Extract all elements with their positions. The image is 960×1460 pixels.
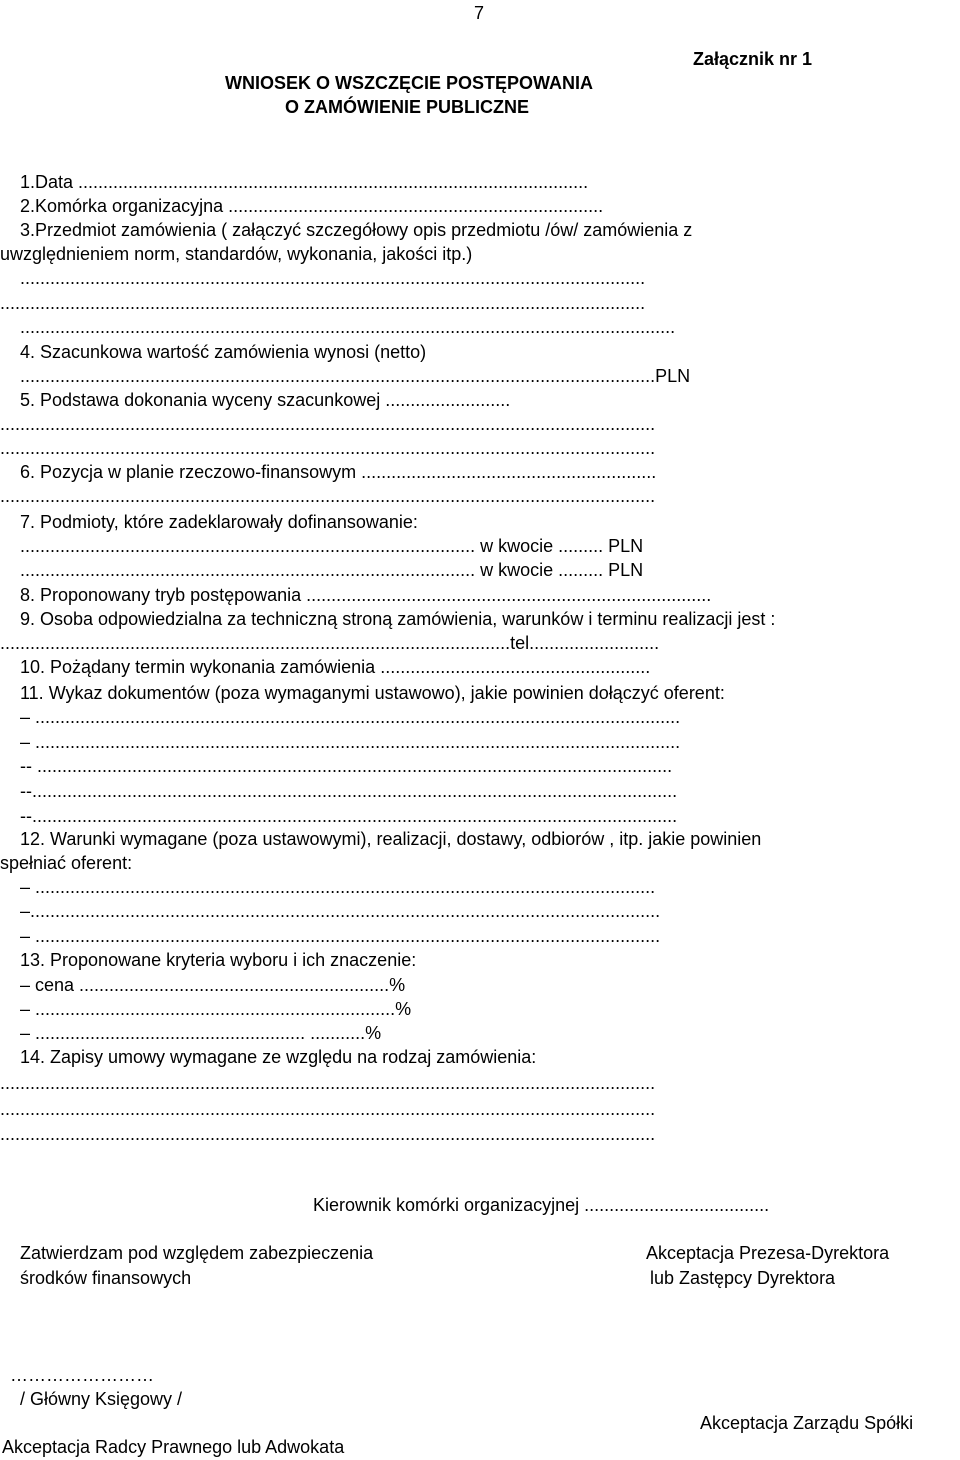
form-line: – ............................................................................................................................: [20, 877, 656, 897]
form-line: – cena ..............................................................%: [20, 975, 406, 995]
form-line: 6. Pozycja w planie rzeczowo-finansowym ...........................................................: [20, 462, 657, 482]
form-line: .............................................................................................................................: [20, 268, 646, 288]
form-line: 9. Osoba odpowiedzialna za techniczną stroną zamówienia, warunków i terminu realizacji jest :: [20, 609, 776, 629]
form-line: 5. Podstawa dokonania wyceny szacunkowej .........................: [20, 390, 511, 410]
form-line: ........................................................................................... w kwocie ......... PLN: [20, 560, 644, 580]
approval-right-1: Akceptacja Prezesa-Dyrektora: [646, 1243, 890, 1263]
approval-left-2: środków finansowych: [20, 1268, 192, 1288]
form-line: ...................................................................................................................................: [0, 438, 656, 458]
form-line: 14. Zapisy umowy wymagane ze względu na rodzaj zamówienia:: [20, 1047, 537, 1067]
form-line: ...............................................................................................................................PLN: [20, 366, 691, 386]
form-line: 7. Podmioty, które zadeklarowały dofinansowanie:: [20, 512, 418, 532]
form-line: 3.Przedmiot zamówienia ( załączyć szczegółowy opis przedmiotu /ów/ zamówienia z: [20, 220, 693, 240]
form-line: – ........................................................................%: [20, 999, 412, 1019]
form-line: – .................................................................................................................................: [20, 732, 681, 752]
legal-approval: Akceptacja Radcy Prawnego lub Adwokata: [2, 1437, 345, 1457]
form-line: .................................................................................................................................: [0, 293, 646, 313]
form-line: ...................................................................................................................................: [0, 486, 656, 506]
signature-dots: ……………………: [10, 1365, 154, 1385]
chief-accountant: / Główny Księgowy /: [20, 1389, 183, 1409]
form-line: ...................................................................................................................................: [20, 317, 676, 337]
form-line: 11. Wykaz dokumentów (poza wymaganymi ustawowo), jakie powinien dołączyć oferent:: [20, 683, 725, 703]
title-line-2: O ZAMÓWIENIE PUBLICZNE: [285, 97, 529, 117]
form-line: ...................................................................................................................................: [0, 414, 656, 434]
form-line: 13. Proponowane kryteria wyboru i ich znaczenie:: [20, 950, 417, 970]
form-line: –..............................................................................................................................: [20, 901, 661, 921]
form-line: ......................................................................................................tel..........................: [0, 633, 660, 653]
form-line: 2.Komórka organizacyjna ...........................................................................: [20, 196, 604, 216]
form-line: – .................................................................................................................................: [20, 707, 681, 727]
form-line: ...................................................................................................................................: [0, 1099, 656, 1119]
form-line: – .............................................................................................................................: [20, 926, 661, 946]
form-line: ...................................................................................................................................: [0, 1124, 656, 1144]
approval-left-1: Zatwierdzam pod względem zabezpieczenia: [20, 1243, 374, 1263]
form-line: 4. Szacunkowa wartość zamówienia wynosi (netto): [20, 342, 427, 362]
form-line: ........................................................................................... w kwocie ......... PLN: [20, 536, 644, 556]
title-line-1: WNIOSEK O WSZCZĘCIE POSTĘPOWANIA: [225, 73, 594, 93]
page-number: 7: [474, 3, 485, 23]
form-line: 1.Data ......................................................................................................: [20, 172, 589, 192]
form-line: --.................................................................................................................................: [20, 781, 678, 801]
form-line: --.................................................................................................................................: [20, 806, 678, 826]
form-line: spełniać oferent:: [0, 853, 133, 873]
form-line: – ...................................................... ...........%: [20, 1023, 382, 1043]
form-line: uwzględnieniem norm, standardów, wykonania, jakości itp.): [0, 244, 473, 264]
board-approval: Akceptacja Zarządu Spółki: [700, 1413, 914, 1433]
form-line: -- ...............................................................................................................................: [20, 756, 673, 776]
approval-right-2: lub Zastępcy Dyrektora: [650, 1268, 836, 1288]
form-line: ...................................................................................................................................: [0, 1073, 656, 1093]
attachment-label: Załącznik nr 1: [693, 49, 813, 69]
form-line: 8. Proponowany tryb postępowania .................................................................................: [20, 585, 712, 605]
head-signature: Kierownik komórki organizacyjnej .....................................: [313, 1195, 770, 1215]
form-line: 12. Warunki wymagane (poza ustawowymi), realizacji, dostawy, odbiorów , itp. jakie powinien: [20, 829, 762, 849]
form-line: 10. Pożądany termin wykonania zamówienia ......................................................: [20, 657, 651, 677]
